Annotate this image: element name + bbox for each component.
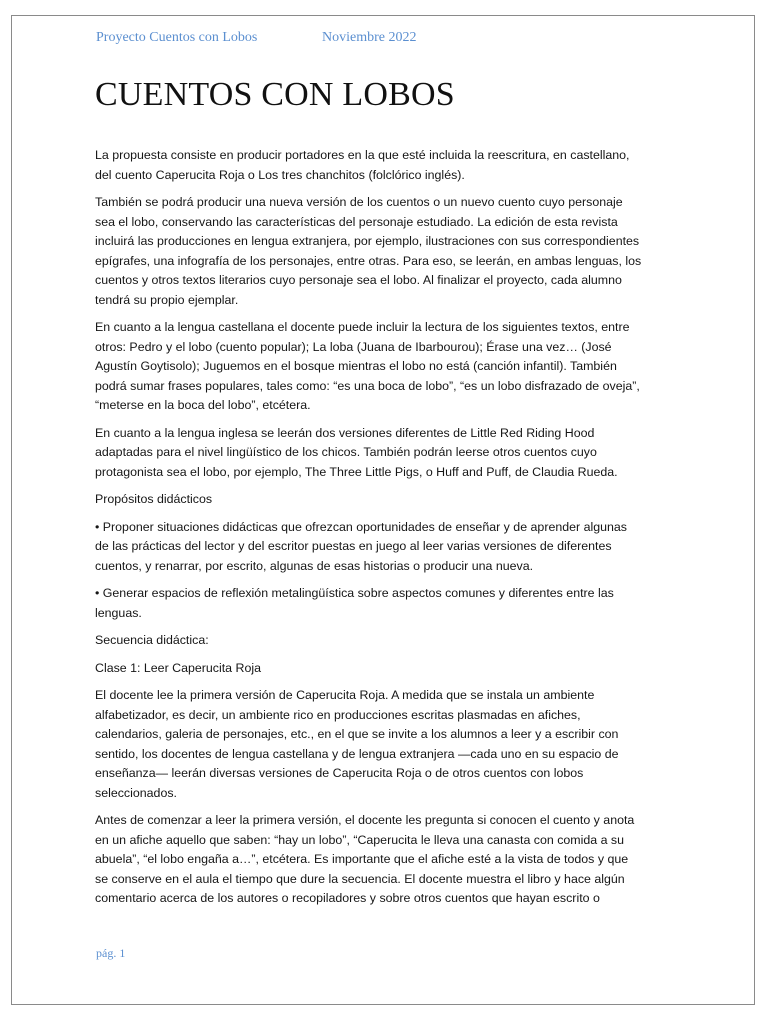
bullet-generar: • Generar espacios de reflexión metalingüística sobre aspectos comunes y diferentes entre las lenguas. [95,586,614,620]
class-heading-1: Clase 1: Leer Caperucita Roja [95,660,261,675]
paragraph-new-version: También se podrá producir una nueva versión de los cuentos o un nuevo cuento cuyo personaje sea el lobo, conservando las características del personaje estudiado. La edición de esta revista incluirá las producciones en lengua extranjera, por ejemplo, ilustraciones con sus correspondientes epígrafes, una infografía de los personajes, entre otras. Para eso, se leerán, en ambas lenguas, los cuentos y otros textos literarios cuyo personaje sea el lobo. Al finalizar el proyecto, cada alumno tendrá su propio ejemplar. [95,195,642,307]
paragraph-clase1: El docente lee la primera versión de Caperucita Roja. A medida que se instala un ambiente alfabetizador, es decir, un ambiente rico en producciones escritas plasmadas en afiches, calendarios, galeria de personajes, etc., en el que se invite a los alumnos a leer y a escribir con sentido, los docentes de lengua castellana y de lengua extranjera —cada uno en su espacio de enseñanza— leerán diversas versiones de Caperucita Roja o de otros cuentos con lobos seleccionados. [95,688,619,800]
bullet-proponer: • Proponer situaciones didácticas que ofrezcan oportunidades de enseñar y de aprender algunas de las prácticas del lector y del escritor puestas en juego al leer varias versiones de diferentes cuentos, y renarrar, por escrito, algunas de esas historias o producir una nueva. [95,519,627,573]
header-date: Noviembre 2022 [322,30,417,45]
section-heading-secuencia: Secuencia didáctica: [95,633,209,647]
page-header [96,30,417,46]
paragraph-antes: Antes de comenzar a leer la primera versión, el docente les pregunta si conocen el cuento y anota en un afiche aquello que saben: “hay un lobo”, “Caperucita le lleva una canasta con comida a su abuela”, “el lobo engaña a…”, etcétera. Es importante que el afiche esté a la vista de todos y que se conserve en el aula el tiempo que dure la secuencia. El docente muestra el libro y hace algún comentario acerca de los autores o recopiladores y sobre otros cuentos que hayan escrito o [95,813,635,905]
paragraph-intro: La propuesta consiste en producir portadores en la que esté incluida la reescritura, en castellano, del cuento Caperucita Roja o Los tres chanchitos (folclórico inglés). [95,148,630,182]
document-title: CUENTOS CON LOBOS [95,76,455,113]
paragraph-inglesa: En cuanto a la lengua inglesa se leerán dos versiones diferentes de Little Red Riding Hood adaptadas para el nivel lingüístico de los chicos. También podrán leerse otros cuentos cuyo protagonista sea el lobo, por ejemplo, The Three Little Pigs, o Huff and Puff, de Claudia Rueda. [95,425,618,479]
document-body [95,146,643,917]
page-number: pág. 1 [96,946,126,960]
paragraph-castellana: En cuanto a la lengua castellana el docente puede incluir la lectura de los siguientes textos, entre otros: Pedro y el lobo (cuento popular); La loba (Juana de Ibarbourou); Érase una vez… (José Agustín Goytisolo); Juguemos en el bosque mientras el lobo no está (canción infantil). También podrá sumar frases populares, tales como: “es una boca de lobo”, “es un lobo disfrazado de oveja”, “meterse en la boca del lobo”, etcétera. [95,320,640,412]
section-heading-propositos: Propósitos didácticos [95,492,213,506]
header-project: Proyecto Cuentos con Lobos [96,30,258,45]
